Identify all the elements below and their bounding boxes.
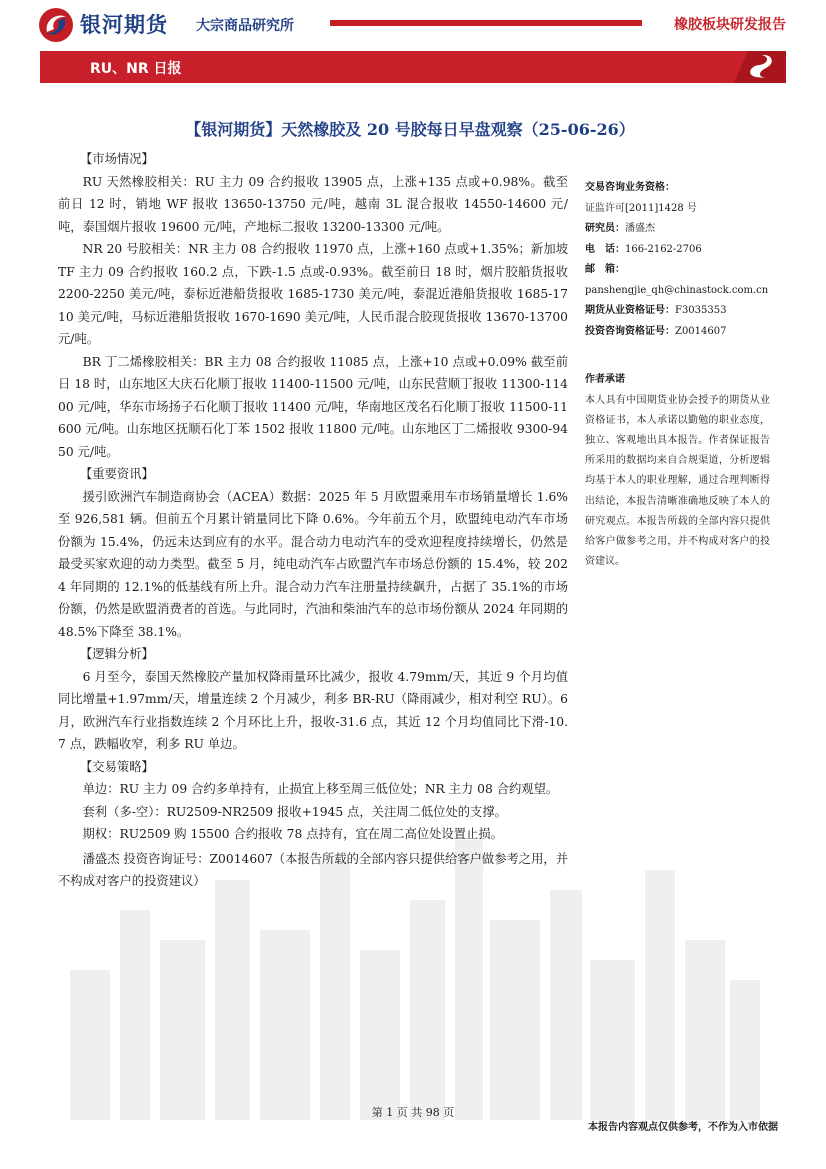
banner-label: RU、NR 日报 [90, 61, 182, 77]
phone-label: 电 话： [585, 243, 625, 255]
commitment-text: 本人具有中国期货业协会授予的期货从业资格证书，本人承诺以勤勉的职业态度，独立、客观地出具本报告。作者保证报告所采用的数据均来自合规渠道，分析逻辑均基于本人的职业理解，通过合理判断得出结论，本报告清晰准确地反映了本人的研究观点。本报告所载的全部内容只提供给客户做参考之用，并不构成对客户的投资建议。 [585, 394, 770, 568]
page-number: 第 1 页 共 98 页 [371, 1106, 455, 1119]
phone-value: 166-2162-2706 [625, 243, 702, 255]
researcher-label: 研究员： [585, 223, 625, 234]
futures-cert-value: F3035353 [675, 305, 727, 316]
paragraph-arbitrage: 套利（多-空）：RU2509-NR2509 报收+1945 点，关注周二低位处的支撑。 [82, 804, 507, 819]
document-title: 【银河期货】天然橡胶及 20 号胶每日早盘观察（25-06-26） [185, 120, 635, 139]
email-value[interactable]: panshengjie_qh@chinastock.com.cn [585, 284, 769, 296]
commitment-heading: 作者承诺 [585, 374, 625, 385]
email-label: 邮 箱： [585, 264, 625, 275]
paragraph-br: BR 丁二烯橡胶相关：BR 主力 08 合约报收 11085 点，上涨+10 点或+0.09% 截至前日 18 时，山东地区大庆石化顺丁报收 11400-11500 元/吨，山东民营顺丁报收 11300-11400 元/吨，华东市场扬子石化顺丁报收 11400 元/吨，华南地区茂名石化顺丁报收 11500-11600 元/吨。山东地区抚顺石化丁苯 1502 报收 11800 元/吨。山东地区丁二烯报收 9300-9450 元/吨。 [58, 354, 568, 459]
qualification-label: 交易咨询业务资格： [585, 182, 675, 193]
main-content [58, 148, 568, 893]
paragraph-analyst-note: 潘盛杰 投资咨询证号：Z0014607（本报告所载的全部内容只提供给客户做参考之用，并不构成对客户的投资建议） [58, 851, 568, 888]
header-divider [330, 20, 642, 26]
researcher-value: 潘盛杰 [625, 223, 655, 234]
banner-swoosh-icon [696, 51, 786, 83]
futures-cert-label: 期货从业资格证号： [585, 305, 675, 316]
invest-cert-label: 投资咨询资格证号： [585, 325, 675, 337]
footer-disclaimer: 本报告内容观点仅供参考，不作为入市依据 [588, 1122, 778, 1133]
paragraph-logic: 6 月至今，泰国天然橡胶产量加权降雨量环比减少，报收 4.79mm/天，其近 9 个月均值同比增量+1.97mm/天，增量连续 2 个月减少，利多 BR-RU（降雨减少，相对利空 RU）。6 月，欧洲汽车行业指数连续 2 个月环比上升，报收-31.6 点，其近 12 个月均值同比下滑-10.7 点，跌幅收窄，利多 RU 单边。 [58, 669, 568, 751]
skyline-watermark-icon [70, 820, 760, 1120]
section-heading-logic: 【逻辑分析】 [80, 647, 154, 661]
invest-cert-value: Z0014607 [675, 325, 727, 337]
paragraph-news: 援引欧洲汽车制造商协会（ACEA）数据：2025 年 5 月欧盟乘用车市场销量增长 1.6%至 926,581 辆。但前五个月累计销量同比下降 0.6%。今年前五个月，欧盟纯电动汽车市场份额为 15.4%，仍远未达到应有的水平。混合动力电动汽车的受欢迎程度持续增长，仍然是最受买家欢迎的动力类型。截至 5 月，纯电动汽车占欧盟汽车市场总份额的 15.4%，较 2024 年同期的 12.1%的低基线有所上升。混合动力汽车注册量持续飙升，占据了 35.1%的市场份额，仍然是欧盟消费者的首选。与此同时，汽油和柴油汽车的总市场份额从 2024 年同期的 48.5%下降至 38.1%。 [58, 489, 568, 639]
report-banner [40, 51, 786, 83]
brand-name: 银河期货 [80, 13, 168, 37]
section-heading-market: 【市场情况】 [80, 152, 154, 166]
paragraph-options: 期权：RU2509 购 15500 合约报收 78 点持有，宜在周二高位处设置止损。 [82, 827, 503, 841]
paragraph-single-side: 单边：RU 主力 09 合约多单持有，止损宜上移至周三低位处；NR 主力 08 合约观望。 [82, 782, 559, 796]
analyst-sidebar [585, 178, 770, 572]
company-logo-icon [38, 7, 74, 43]
paragraph-ru: RU 天然橡胶相关：RU 主力 09 合约报收 13905 点，上涨+135 点或+0.98%。截至前日 12 时，销地 WF 报收 13650-13750 元/吨，越南 3L 混合报收 14550-14600 元/吨，泰国烟片报收 19600 元/吨，产地标二报收 13200-13300 元/吨。 [58, 174, 568, 234]
section-heading-strategy: 【交易策略】 [80, 759, 154, 774]
report-type: 橡胶板块研发报告 [674, 17, 786, 33]
institute-name: 大宗商品研究所 [196, 18, 294, 34]
section-heading-news: 【重要资讯】 [80, 467, 154, 481]
paragraph-nr: NR 20 号胶相关：NR 主力 08 合约报收 11970 点，上涨+160 点或+1.35%；新加坡 TF 主力 09 合约报收 160.2 点，下跌-1.5 点或-0.93%。截至前日 18 时，烟片胶船货报收 2200-2250 美元/吨，泰标近港船货报收 1685-1730 美元/吨，泰混近港船货报收 1685-1710 美元/吨，马标近港船货报收 1670-1690 美元/吨，人民币混合胶现货报收 13670-13700 元/吨。 [58, 242, 568, 346]
qualification-value: 证监许可[2011]1428 号 [585, 202, 697, 214]
